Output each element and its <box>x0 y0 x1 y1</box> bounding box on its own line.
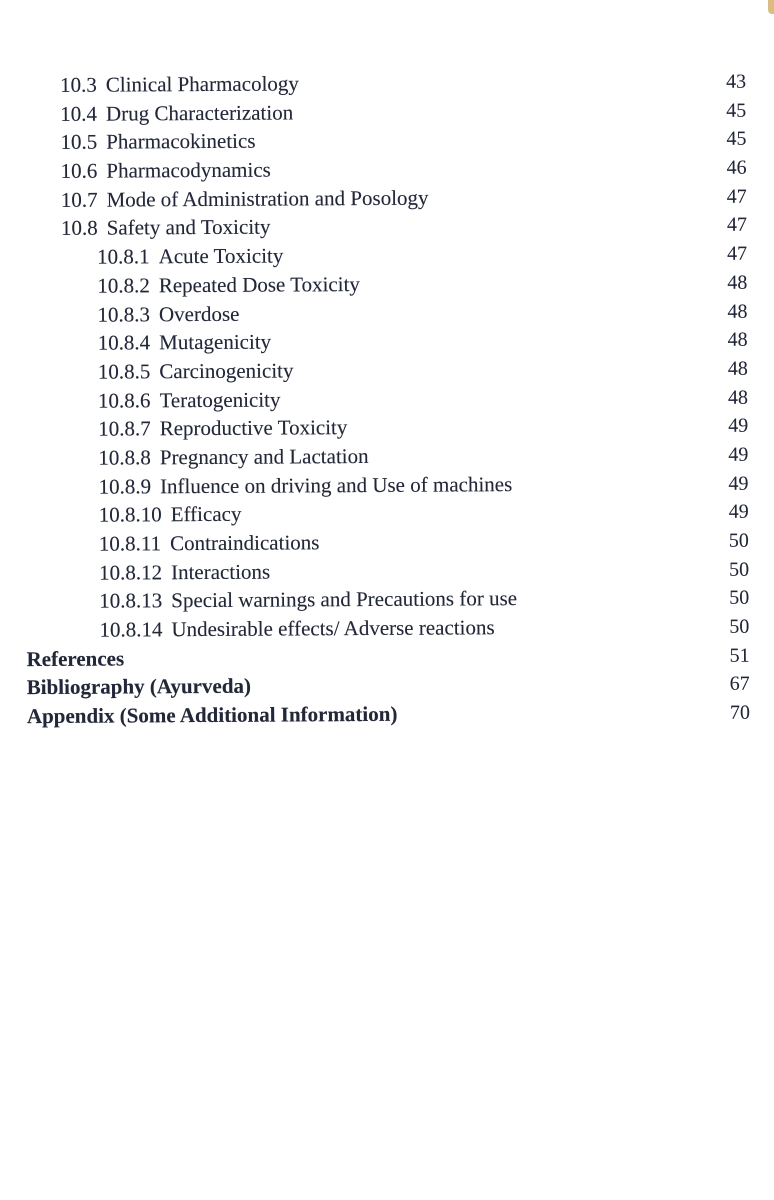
section-number: 10.6 <box>60 158 98 183</box>
page-number: 48 <box>727 328 748 351</box>
page-number: 49 <box>728 414 749 438</box>
page-number: 47 <box>727 242 748 265</box>
toc-entry <box>0 296 774 329</box>
page-number: 50 <box>728 529 749 552</box>
page-number: 45 <box>726 99 747 122</box>
page-number: 67 <box>729 673 750 696</box>
entry-title: Reproductive Toxicity <box>159 415 348 441</box>
page-number: 47 <box>726 214 748 237</box>
entry-title: Drug Characterization <box>105 100 294 126</box>
section-number: 10.8.13 <box>99 588 163 614</box>
toc-entry <box>2 698 774 731</box>
section-number: 10.4 <box>60 101 98 126</box>
entry-title: Safety and Toxicity <box>106 215 271 241</box>
toc-entry <box>0 325 774 358</box>
page-number: 49 <box>728 472 749 495</box>
page-number: 48 <box>727 271 748 294</box>
section-number: 10.8.3 <box>97 301 151 327</box>
toc-entry <box>0 439 774 472</box>
toc-entry <box>0 382 774 415</box>
section-number: 10.8 <box>60 216 98 241</box>
entry-title: Overdose <box>158 301 240 326</box>
toc-entry <box>1 583 774 616</box>
section-number: 10.8.1 <box>97 244 150 269</box>
entry-title: Clinical Pharmacology <box>105 71 299 97</box>
table-of-contents <box>0 67 774 732</box>
entry-title: Acute Toxicity <box>158 243 284 269</box>
toc-entry <box>2 669 774 702</box>
toc-entry <box>1 554 774 587</box>
entry-title: Mode of Administration and Posology <box>106 185 429 212</box>
toc-entry <box>1 497 774 530</box>
toc-entry <box>0 411 774 444</box>
page-number: 43 <box>725 70 747 93</box>
toc-entry <box>0 353 774 386</box>
entry-title: Pharmacokinetics <box>106 129 256 154</box>
section-number: 10.8.6 <box>97 387 151 413</box>
entry-title: Pregnancy and Lactation <box>159 443 369 470</box>
page-number: 48 <box>727 386 749 409</box>
section-number: 10.8.7 <box>98 416 151 441</box>
page-number: 50 <box>728 558 750 581</box>
section-number: 10.8.8 <box>98 445 151 470</box>
entry-title: Influence on driving and Use of machines <box>159 471 513 498</box>
toc-entry <box>1 640 774 673</box>
section-number: 10.7 <box>60 187 98 212</box>
page-number: 49 <box>728 500 749 524</box>
toc-entry <box>1 612 774 645</box>
page-number: 46 <box>726 156 747 179</box>
section-number: 10.8.2 <box>97 273 150 298</box>
section-number: 10.8.14 <box>99 617 163 642</box>
entry-title: Carcinogenicity <box>159 358 294 384</box>
page-number: 49 <box>728 443 749 466</box>
toc-entry <box>0 468 774 501</box>
entry-title: Appendix (Some Additional Information) <box>26 701 398 729</box>
page-number: 50 <box>729 587 750 610</box>
entry-title: Bibliography (Ayurveda) <box>26 674 252 700</box>
page-number: 70 <box>729 701 750 724</box>
entry-title: Mutagenicity <box>159 329 272 355</box>
page-number: 50 <box>729 615 750 638</box>
entry-title: Pharmacodynamics <box>106 157 271 183</box>
section-number: 10.8.5 <box>97 359 151 384</box>
entry-title: Teratogenicity <box>159 387 281 412</box>
section-number: 10.8.4 <box>97 330 151 355</box>
section-number: 10.8.11 <box>98 531 162 556</box>
entry-title: Special warnings and Precautions for use <box>171 586 518 613</box>
section-number: 10.8.9 <box>98 473 152 499</box>
toc-entry <box>0 267 773 300</box>
section-number: 10.5 <box>60 130 98 155</box>
section-number: 10.3 <box>59 72 97 97</box>
page-number: 48 <box>727 357 748 380</box>
entry-title: Repeated Dose Toxicity <box>158 271 360 298</box>
page-number: 45 <box>726 128 747 151</box>
entry-title: Efficacy <box>170 502 242 527</box>
entry-title: Undesirable effects/ Adverse reactions <box>171 615 495 642</box>
entry-title: References <box>26 646 125 671</box>
section-number: 10.8.12 <box>98 559 163 585</box>
page-number: 48 <box>727 300 748 323</box>
entry-title: Contraindications <box>170 530 320 556</box>
page-corner-artifact <box>768 0 774 14</box>
page-number: 51 <box>729 644 750 667</box>
entry-title: Interactions <box>170 559 271 584</box>
section-number: 10.8.10 <box>98 502 162 527</box>
toc-entry <box>1 526 774 559</box>
page-number: 47 <box>726 185 747 208</box>
